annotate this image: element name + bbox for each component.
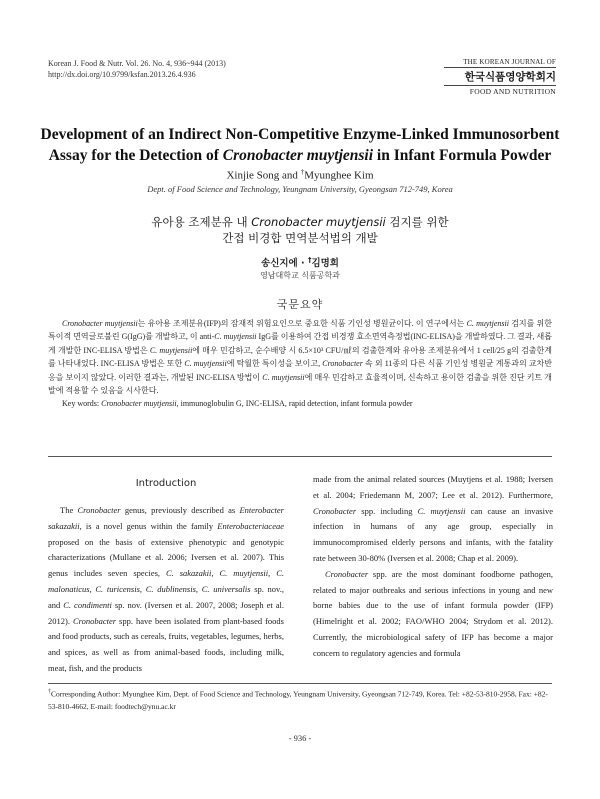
text-run: 는 유아용 조제분유(IFP)의 잠재적 위험요인으로 중요한 식품 기인성 병원균이다. 이 연구에서는	[137, 319, 467, 328]
text-run: 에 탁월한 특이성을 보이고,	[226, 359, 323, 369]
text-run: sp. nov. (Iversen et al. 2007, 2008; Joseph et al. 2012).	[48, 599, 284, 626]
italic-term: C. muytjensii	[262, 372, 305, 382]
italic-term: C. muytjensii	[149, 345, 193, 355]
korean-corresponding-mark: †	[307, 255, 312, 264]
korean-title-line2: 간접 비경합 면역분석법의 개발	[222, 231, 378, 245]
text-run: spp. including	[356, 505, 418, 516]
footnote-text: Corresponding Author: Myunghee Kim, Dept. of Food Science and Technology, Yeungnam University, Gyeongsan 712-749, Korea. Tel: +82-53-810-2958, Fax: +82-53-810-4662, E-mail: foodtech@ynu.ac.kr	[48, 689, 548, 711]
korean-authors	[0, 255, 600, 269]
italic-term: C. muytjensii	[219, 568, 269, 579]
footnote-divider	[48, 683, 552, 684]
keywords-label: Key words:	[62, 399, 102, 409]
corresponding-mark: †	[300, 168, 305, 176]
italic-term: C. muytjensii	[214, 332, 257, 342]
text-run: 에 매우 민감하고 효율적이며, 신속하고 용이한 검출을 위한 진단 키트 개발에 적용할 수 있음을 시사한다.	[48, 372, 553, 396]
page-number: - 936 -	[288, 733, 312, 743]
text-run: made from the animal related sources (Muytjens et al. 1988; Iversen et al. 2004; Friedemann M, 2007; Lee et al. 2012). Furthermore,	[313, 474, 553, 500]
text-run: proposed on the basis of extensive phenotypic and genotypic characterizations (Mullane et al. 2006; Iversen et al. 2007). This genus includes seven species,	[48, 536, 284, 579]
italic-term: C. universalis	[201, 583, 251, 594]
citation-volume: Korean J. Food & Nutr. Vol. 26. No. 4, 936~944 (2013)	[48, 59, 226, 68]
korean-author-2: 김명희	[311, 258, 339, 269]
abstract-body	[48, 317, 552, 397]
text-run: genus, previously described as	[120, 505, 240, 515]
italic-term: C. dublinensis	[145, 583, 196, 594]
abstract-heading: 국문요약	[276, 298, 324, 311]
abstract	[48, 317, 552, 411]
italic-term: Cronobacter	[322, 359, 363, 369]
text-run: 속 외 11종의 다른 식품 기인성 병원균 계통과의 교차반응을 보이지 않았다. 이러한 결과는, 개발된 INC-ELISA 방법이	[48, 359, 553, 382]
footnote-mark: †	[48, 689, 51, 695]
journal-name-ko: 한국식품영양학회지	[464, 71, 556, 83]
italic-term: Cronobacter	[313, 505, 357, 516]
author-2: Myunghee Kim	[304, 169, 374, 182]
intro-heading: Introduction	[135, 478, 197, 489]
left-column	[48, 503, 284, 677]
korean-title	[40, 214, 560, 246]
text-run: can cause an invasive infection in humans of any age group, especially in immunocompromised elderly persons and infants, with the fatality rate between 30-80% (Iversen et al. 2008; Chap et al. 2009).	[313, 505, 553, 563]
intro-paragraph-1-cont	[313, 472, 553, 567]
right-column	[313, 472, 553, 662]
italic-term: C. muytjensii	[466, 319, 509, 328]
text-run: , immunoglobulin G, INC-ELISA, rapid detection, infant formula powder	[176, 399, 413, 409]
italic-term: Cronobacter	[72, 615, 117, 626]
text-run: , is a novel genus within the family	[79, 520, 218, 531]
title-part1: Development of an Indirect Non-Competitive Enzyme-Linked Immunosorbent Assay for the Detection of	[40, 126, 560, 164]
italic-term: Cronobacter muytjensii	[101, 399, 177, 409]
text-run: spp. have been isolated from plant-based foods and food products, such as cereals, fruits, vegetables, legumes, herbs, and spices, as well as from animal-based foods, including milk, meat, fish, and the products	[48, 615, 284, 673]
italic-term: C. malonaticus	[48, 568, 285, 594]
italic-term: Enterobacteriaceae	[217, 520, 284, 531]
paper-title	[30, 124, 570, 166]
intro-paragraph-1	[48, 503, 284, 677]
italic-term: Enterobacter sakazakii	[48, 505, 284, 531]
journal-name-en-bottom: FOOD AND NUTRITION	[444, 85, 556, 96]
keywords-list	[101, 399, 412, 408]
italic-term: C. muytjensii	[417, 505, 466, 516]
korean-affiliation: 영남대학교 식품공학과	[260, 271, 340, 280]
author-list	[0, 168, 600, 182]
korean-title-post: 검지를 위한	[385, 215, 449, 229]
text-run: ,	[89, 583, 96, 594]
footnote	[48, 686, 552, 713]
text-run: ,	[268, 568, 277, 579]
author-1: Xinjie Song and	[226, 169, 301, 182]
italic-term: Cronobacter	[325, 568, 369, 579]
intro-paragraph-2	[313, 567, 553, 662]
journal-name-en-top: THE KOREAN JOURNAL OF	[444, 58, 556, 68]
section-divider	[48, 456, 552, 457]
italic-term: Cronobacter	[77, 505, 121, 515]
text-run: The	[60, 505, 78, 515]
italic-term: C. sakazakii	[165, 568, 212, 579]
text-run: ,	[211, 568, 220, 579]
korean-title-pre: 유아용 조제분유 내	[151, 215, 252, 229]
affiliation-en: Dept. of Food Science and Technology, Yeungnam University, Gyeongsan 712-749, Korea	[147, 184, 453, 194]
italic-term: C. condimenti	[63, 599, 112, 610]
journal-logo	[444, 58, 556, 96]
korean-title-species: Cronobacter muytjensii	[251, 215, 386, 229]
title-species: Cronobacter muytjensii	[222, 147, 374, 164]
text-run: sp. nov., and	[48, 583, 285, 610]
text-run: ,	[195, 583, 202, 594]
keywords	[48, 397, 552, 410]
korean-author-1: 송신지에 ·	[261, 258, 308, 269]
text-run: IgG를 이용하여 간접 비경쟁 효소면역측정법(INC-ELISA)을 개발하였다. 그 결과, 새롭게 개발한 INC-ELISA 방법은	[48, 332, 552, 355]
text-run: spp. are the most dominant foodborne pathogen, related to major outbreaks and serious infections in young and new borne babies due to the use of infant formula powder (IFP) (Himelright et al. 2002; FAO/WHO 2004; Strydom et al. 2012). Currently, the microbiological safety of IFP has become a major concern to regulatory agencies and formula	[313, 568, 553, 658]
italic-term: C. muytjensii	[184, 359, 227, 369]
text-run: ,	[139, 583, 146, 594]
italic-term: C. turicensis	[95, 583, 140, 594]
italic-term: Cronobacter muytjensii	[62, 319, 138, 328]
citation-block	[48, 58, 226, 80]
citation-doi[interactable]: http://dx.doi.org/10.9799/ksfan.2013.26.4.936	[48, 70, 196, 79]
text-run: 에 매우 민감하고, 순수배양 시 6.5×10³ CFU/㎖의 검출한계와 유아용 조제분유에서 1 cell/25 g의 검출한계를 나타내었다. INC-ELISA 방법은 또한	[48, 345, 552, 369]
title-part2: in Infant Formula Powder	[373, 147, 552, 164]
text-run: 검지를 위한 특이적 면역글로불린 G(IgG)를 개발하고, 이 anti-	[48, 319, 553, 342]
